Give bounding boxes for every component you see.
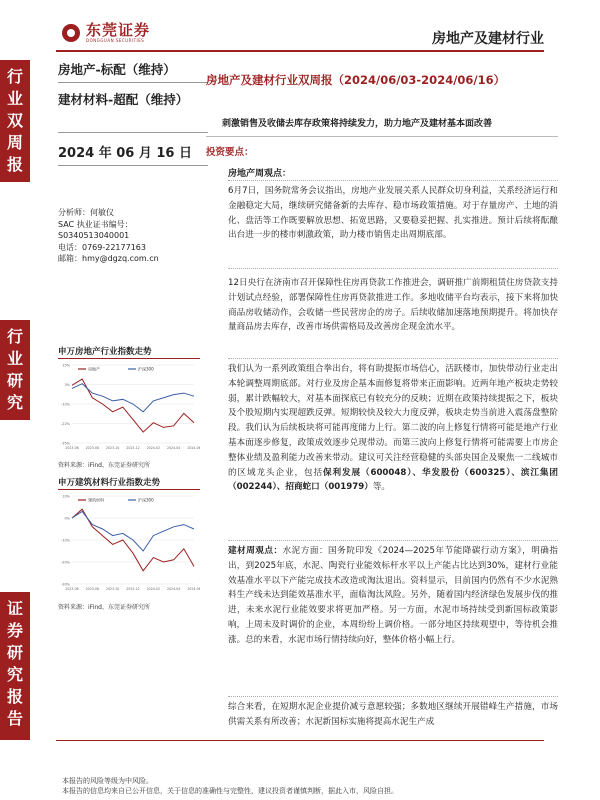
chart2-source: 资料来源：iFind，东莞证券研究所 <box>58 604 150 611</box>
paragraph-4-text: 水泥方面：国务院印发《2024—2025年节能降碳行动方案》，明确指出，到2025年底，水泥、陶瓷行业能效标杆水平以上产能占比达到30%，建材行业能效基准水平以下产能完成技术改造或淘汰退出。资料显示，目前国内仍然有不少水泥熟料生产线未达到能效基准水平，面临淘汰风险。另外，随着国内经济绿色发展步伐的推进，未来水泥行业能效要求将更加严格。另一方面，水泥市场持续受到新国标政策影响，上周未及时调价的企业，本周纷纷上调价格。一部分地区持续观望中，等待机会推涨。总的来看，水泥市场行情持续向好，整体价格小幅上行。 <box>228 546 558 645</box>
rating-divider <box>58 82 208 83</box>
analyst-email: 邮箱：hmy@dgzq.com.cn <box>58 254 159 263</box>
footer-risk: 本报告的风险等级为中风险。 <box>62 777 153 785</box>
chart2-frame <box>58 489 200 597</box>
rating-real-estate: 房地产-标配（维持） <box>58 62 176 77</box>
title-divider <box>206 136 558 137</box>
report-title: 房地产及建材行业双周报（2024/06/03-2024/06/16） <box>206 73 506 87</box>
paragraph-4-rule <box>228 696 558 697</box>
paragraph-1: 6月7日，国务院常务会议指出，房地产业发展关系人民群众切身利益，关系经济运行和金融稳定大局，继续研究储备新的去库存、稳市场政策措施。对于存量房产、土地的消化、盘活等工作既要解放思想、拓宽思路，又要稳妥把握、扎实推进。预计后续将酝酿出台进一步的楼市刺激政策，助力楼市销售走出周期底部。 <box>228 186 558 241</box>
chart1-legend-label: 沪深300 <box>138 366 154 372</box>
chart1-frame <box>58 358 200 456</box>
side-band-securities: 证 券 研 究 报 告 <box>0 592 30 740</box>
chart2-ytick: -10% <box>60 538 70 543</box>
paragraph-1-rule <box>228 268 558 269</box>
chart2-xtick: 2023-10 <box>106 587 120 591</box>
date-divider-bottom <box>58 165 208 166</box>
chart1-legend-label: 房地产 <box>88 366 100 372</box>
chart1-xtick: 2023-06 <box>65 446 79 450</box>
chart2-svg <box>58 490 200 598</box>
invest-heading: 投资要点： <box>206 147 254 158</box>
report-date: 2024 年 06 月 16 日 <box>58 146 192 161</box>
side-band-research: 行 业 研 究 <box>0 320 30 420</box>
chart2-ytick: 10% <box>62 494 70 499</box>
chart1-series-1 <box>72 384 194 412</box>
paragraph-4 <box>228 544 558 648</box>
chart1-xtick: 2023-08 <box>85 446 99 450</box>
paragraph-3-text: 我们认为一系列政策组合拳出台，将有助提振市场信心，活跃楼市，加快带动行业走出本轮调整周期底部。对行业及房企基本面修复将带来正面影响。近两年地产板块走势较弱，累计跌幅较大，对基本面探底已有较充分的反映；近期在政策持续提振之下，板块及个股短期内实现超跌反弹。短期较快及较大力度反弹，板块走势当前进入震荡盘整阶段。我们认为后续板块将可能再度储力上行。第二波的向上修复行情将可能是地产行业基本面逐步修复，政策成效逐步兑现带动。而第三波向上修复行情将可能需要上市房企整体业绩及盈利能力改善来带动。建议可关注经营稳健的头部央国企及聚焦一二线城市的区域龙头企业，包括 <box>228 364 558 478</box>
header-divider <box>56 50 544 52</box>
company-logo <box>62 22 150 43</box>
chart2-xtick: 2024-02 <box>146 587 160 591</box>
chart1-ytick: 3% <box>64 383 70 387</box>
header-industry: 房地产及建材行业 <box>432 31 544 47</box>
chart1-ytick: -10% <box>60 402 70 407</box>
chart2-series-1 <box>72 511 194 551</box>
chart1-svg <box>58 359 200 457</box>
bm-heading: 建材周观点： <box>228 546 283 556</box>
chart1-source: 资料来源：iFind，东莞证券研究所 <box>58 462 150 469</box>
chart2-xtick: 2023-06 <box>65 587 79 591</box>
chart2-ytick: -20% <box>60 560 70 565</box>
recommended-stocks: 保利发展（600048）、华发股份（600325）、滨江集团（002244）、招商蛇口（001979） <box>228 467 558 493</box>
chart1-xtick: 2024-04 <box>167 446 181 450</box>
date-divider-top <box>58 132 208 133</box>
analyst-info <box>58 207 208 265</box>
footer-info: 本报告的信息均来自已公开信息，关于信息的准确性与完整性，建议投资者谨慎判断，据此入市，风险自担。 <box>62 787 398 795</box>
chart2-title: 申万建筑材料行业指数走势 <box>58 478 161 488</box>
chart1-ytick: -35% <box>60 441 70 446</box>
paragraph-5: 综合来看，在短期水泥企业提价减亏意愿较强；多数地区继续开展错峰生产措施，市场供需关系有所改善；水泥新国标实施将提高水泥生产成 <box>228 702 558 727</box>
chart2-ytick: 0% <box>64 516 70 521</box>
footer-divider <box>56 740 544 741</box>
re-heading-rule <box>228 180 558 181</box>
logo-en: DONGGUAN SECURITIES <box>86 38 145 43</box>
paragraph-3 <box>228 362 558 495</box>
analyst-sac: SAC 执业证书编号： <box>58 219 133 229</box>
chart2-legend-label: 沪深300 <box>138 497 154 503</box>
footer-disclaimer <box>62 776 398 796</box>
paragraph-2: 12日央行在济南市召开保障性住房再贷款工作推进会，调研推广前期租赁住房贷款支持计划试点经验，部署保障性住房再贷款推进工作。多地收储平台均表示，接下来将加快商品房收储动作，会收储一些民营房企的房子。后续收储加速落地预期提升。将加快存量商品房去库存，改善市场供需格局及改善房企现金流水平。 <box>228 278 558 333</box>
chart2-xtick: 2023-12 <box>126 587 140 591</box>
chart1-title: 申万房地产行业指数走势 <box>58 347 152 357</box>
chart1-ytick: -22% <box>60 422 70 426</box>
paragraph-2-rule <box>228 358 558 359</box>
chart1-series-0 <box>72 379 194 432</box>
chart1-ytick: 15% <box>62 363 70 368</box>
chart1-xtick: 2023-10 <box>106 446 120 450</box>
chart2-legend-label: 建筑材料 <box>88 497 104 503</box>
side-band-report-type: 行 业 双 周 报 <box>0 60 30 182</box>
chart2-xtick: 2023-08 <box>85 587 99 591</box>
chart2-xtick: 2024-06 <box>187 587 200 591</box>
chart1-xtick: 2023-12 <box>126 446 140 450</box>
analyst-sac-no: S0340513040001 <box>58 231 130 240</box>
analyst-phone: 电话：0769-22177163 <box>58 242 146 252</box>
chart2-ytick: -30% <box>60 582 70 587</box>
analyst-name: 分析师：何敏仪 <box>58 208 114 217</box>
paragraph-3-end: 等。 <box>372 482 391 493</box>
chart1-xtick: 2024-02 <box>146 446 160 450</box>
logo-mark-icon <box>62 24 80 42</box>
paragraph-3-rule <box>228 540 558 541</box>
report-subtitle: 刺激销售及收储去库存政策将持续发力，助力地产及建材基本面改善 <box>222 119 493 129</box>
rating-building-materials: 建材材料-超配（维持） <box>58 92 189 107</box>
logo-cn: 东莞证券 <box>86 21 151 39</box>
chart2-xtick: 2024-04 <box>167 587 181 591</box>
re-heading: 房地产周观点： <box>228 169 292 179</box>
chart1-xtick: 2024-06 <box>187 446 200 450</box>
